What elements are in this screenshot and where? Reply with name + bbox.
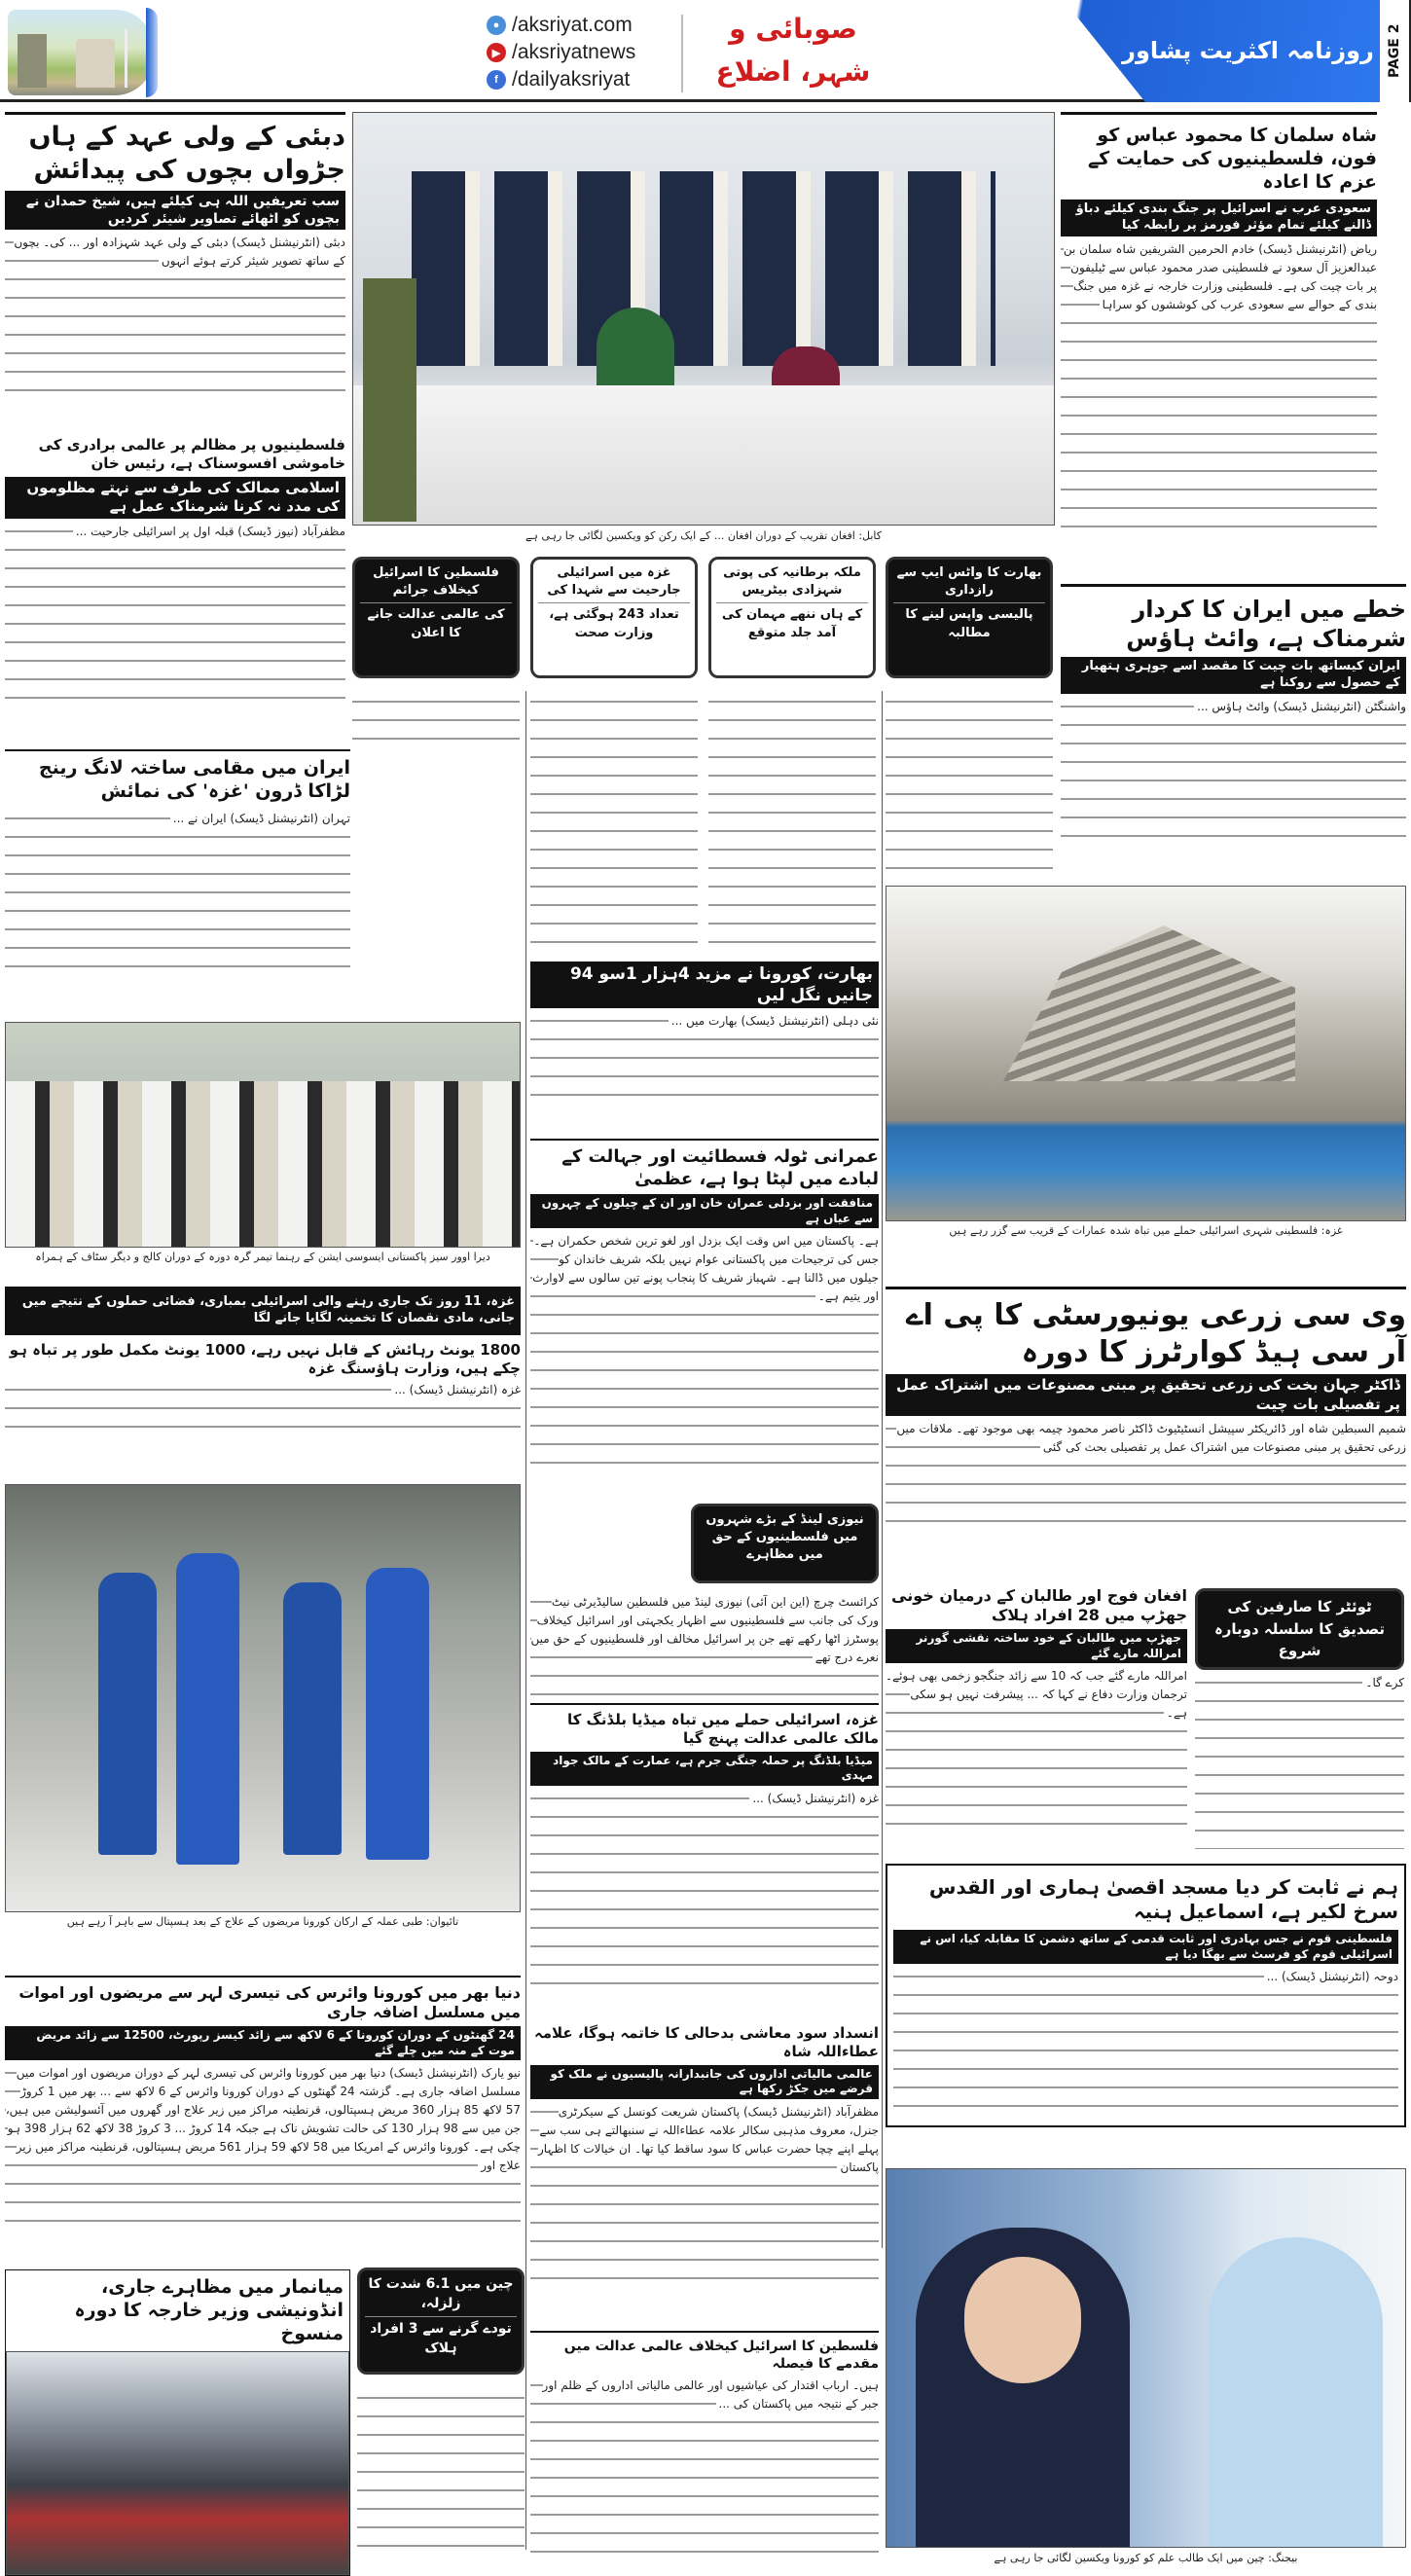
photo-caption: کابل: افغان تقریب کے دوران افغان ... کے ایک رکن کو ویکسین لگائی جا رہی ہے <box>525 529 883 542</box>
headline: شاہ سلمان کا محمود عباس کو فون، فلسطینیوں کی حمایت کے عزم کا اعادہ <box>1088 125 1377 193</box>
page-number-badge: PAGE 2 <box>1380 0 1411 102</box>
article-afghan-clash <box>886 1586 1187 1832</box>
myanmar-protest-photo <box>6 2351 349 2575</box>
article-body: ہیں۔ ارباب اقتدار کی عیاشیوں اور عالمی مالیاتی اداروں کے ظلم اور جبر کے نتیجہ میں پاکستان کی ... <box>530 2376 879 2561</box>
article-body: مظفرآباد (انٹرنیشنل ڈیسک) پاکستان شریعت کونسل کے سیکرٹری جنرل، معروف مذہبی سکالر علامہ عطاءاللہ نے سنبھالتے ہی سب سے پہلے اپنے چچا حضرت عباس کا سود ساقط کیا تھا۔ ان خیالات کا اظہار پاکستان <box>530 2103 879 2288</box>
article-body: دبئی (انٹرنیشنل ڈیسک) دبئی کے ولی عہد شہزادہ اور ... کی۔ بچوں کے ساتھ تصویر شیئر کرتے ہوئے انہوں <box>5 234 345 399</box>
city-skyline-banner-image <box>8 10 154 95</box>
subheadline: 24 گھنٹوں کے دوران کورونا کے 6 لاکھ سے زائد کیسز رپورٹ، 12500 سے زائد مریض موت کے منہ میں چلے گئے <box>5 2026 521 2060</box>
youtube-icon: ▶ <box>487 43 506 62</box>
headline: غزہ، اسرائیلی حملے میں تباہ میڈیا بلڈنگ کا مالک عالمی عدالت پہنچ گیا <box>566 1711 879 1747</box>
article-world-covid <box>5 1976 521 2231</box>
subheadline: ڈاکٹر جہان بخت کی زرعی تحقیق پر مبنی مصنوعات میں اشتراک عمل پر تفصیلی بات چیت <box>886 1374 1406 1416</box>
column-divider <box>525 691 526 2550</box>
article-body: غزہ (انٹرنیشنل ڈیسک) ... <box>530 1790 879 1993</box>
social-link-website[interactable]: ● /aksriyat.com <box>487 14 633 37</box>
headline: انسداد سود معاشی بدحالی کا خاتمہ ہوگا، علامہ عطاءاللہ شاہ <box>533 2024 879 2060</box>
headline: فلسطین کا اسرائیل کیخلاف عالمی عدالت میں مقدمے کا فیصلہ <box>563 2339 879 2372</box>
article-haniyeh <box>886 1864 1406 2127</box>
newspaper-logo: روزنامہ اکثریت پشاور <box>1122 37 1374 64</box>
headline: نیوزی لینڈ کے بڑے شہروں میں فلسطینیوں کے حق میں مظاہرے <box>691 1504 879 1583</box>
subheadline: فلسطینی قوم نے جس بہادری اور ثابت قدمی کے ساتھ دشمن کا مقابلہ کیا، اس نے اسرائیلی قوم کو فرسٹ سے بھگا دیا ہے <box>893 1930 1398 1964</box>
boxed-headline: بھارت کا واٹس ایپ سے رازداری پالیسی واپس لینے کا مطالبہ <box>886 557 1053 678</box>
article-dubai <box>5 112 345 399</box>
subheadline: میڈیا بلڈنگ پر حملہ جنگی جرم ہے، عمارت کے مالک جواد مہدی <box>530 1752 879 1786</box>
headline: خطے میں ایران کا کردار شرمناک ہے، وائٹ ہاؤس <box>1126 596 1406 652</box>
subheadline: منافقت اور بزدلی عمران خان اور ان کے چیلوں کے چہروں سے عیاں ہے <box>530 1194 879 1228</box>
headline: غزہ، 11 روز تک جاری رہنے والی اسرائیلی بمباری، فضائی حملوں کے نتیجے میں جانی، مادی نقصان کا تخمینہ لگایا جانے لگا <box>5 1287 521 1335</box>
article-body <box>886 693 1053 878</box>
article-palestine-icc <box>530 2331 879 2561</box>
student-vaccination-photo <box>886 2168 1406 2548</box>
headline: وی سی زرعی یونیورسٹی کا پی اے آر سی ہیڈ کوارٹرز کا دورہ <box>906 1298 1406 1369</box>
article-saudi-call <box>1061 112 1377 532</box>
article-body: غزہ (انٹرنیشنل ڈیسک) ... <box>5 1381 521 1436</box>
headline: ایران میں مقامی ساختہ لانگ رینج لڑاکا ڈرون 'غزہ' کی نمائش <box>38 757 350 802</box>
subheadline: جھڑپ میں طالبان کے خود ساختہ نقشی گورنر امراللہ مارے گئے <box>886 1629 1187 1663</box>
article-imrani-tola <box>530 1139 879 1466</box>
subheadline: سعودی عرب نے اسرائیل پر جنگ بندی کیلئے دباؤ ڈالنے کیلئے تمام مؤثر فورمز پر رابطہ کیا <box>1061 200 1377 236</box>
headline: بھارت، کورونا نے مزید 4ہزار 1سو 94 جانیں نگل لیں <box>530 961 879 1008</box>
photo-caption: تائیوان: طبی عملہ کے ارکان کورونا مریضوں کے علاج کے بعد ہسپتال سے باہر آ رہے ہیں <box>66 1915 459 1928</box>
article-china-quake: چین میں 6.1 شدت کا زلزلہ، تودے گرنے سے 3 افراد ہلاک <box>357 2268 525 2375</box>
article-anti-usury <box>530 2024 879 2288</box>
social-link-youtube[interactable]: ▶ /aksriyatnews <box>487 41 635 64</box>
article-body <box>357 2389 525 2550</box>
article-body: نیو یارک (انٹرنیشنل ڈیسک) دنیا بھر میں کورونا وائرس کی تیسری لہر کے دوران مریضوں اور اموات میں مسلسل اضافہ جاری ہے۔ گزشتہ 24 گھنٹوں کے دوران کورونا وائرس کے 6 لاکھ سے ... بھر میں 1 کروڑ 57 لاکھ 85 ہزار 360 مریض ہسپتالوں، قرنطینہ مراکز میں زیر علاج اور گھروں میں آئسولیشن میں ہیں، جن میں سے 98 ہزار 130 کی حالت تشویش ناک ہے جبکہ 14 کروڑ ... 3 کروڑ 38 لاکھ 62 ہزار 398 ہو چکی ہے۔ کورونا وائرس کے امریکا میں 58 لاکھ 59 ہزار 561 مریض ہسپتالوں، قرنطینہ مراکز میں زیر علاج اور <box>5 2064 521 2231</box>
headline: میانمار میں مظاہرے جاری، انڈونیشی وزیر خارجہ کا دورہ منسوخ <box>74 2276 344 2344</box>
article-gaza-damage <box>5 1287 521 1436</box>
article-body: ہے۔ پاکستان میں اس وقت ایک بزدل اور لغو ترین شخص حکمران ہے۔ جس کی ترجیحات میں پاکستانی عوام نہیں بلکہ شریف خاندان کو جیلوں میں ڈالنا ہے۔ شہباز شریف کا پنجاب پونے تین سالوں سے لاوارث اور یتیم ہے۔ <box>530 1232 879 1466</box>
article-new-zealand-protests <box>530 1504 879 1696</box>
destroyed-building-photo <box>886 886 1406 1221</box>
article-media-building <box>530 1703 879 1993</box>
article-body <box>352 693 520 742</box>
facebook-icon: f <box>487 70 506 90</box>
subheadline: سب تعریفیں اللہ ہی کیلئے ہیں، شیخ حمدان نے بچوں کو اٹھائے تصاویر شیئر کردیں <box>5 191 345 230</box>
article-islamic-countries <box>5 436 345 707</box>
headline: دنیا بھر میں کورونا وائرس کی تیسری لہر سے مریضوں اور اموات میں مسلسل اضافہ جاری <box>18 1983 521 2021</box>
photo-caption: دیرا اوور سیز پاکستانی ایسوسی ایشن کے رہنما تیمر گرہ دورہ کے دوران کالج و دیگر سٹاف کے ہمراہ <box>35 1251 490 1263</box>
article-body: کرائسٹ چرچ (این این آئی) نیوزی لینڈ میں فلسطین سالیڈیرٹی نیٹ ورک کی جانب سے فلسطینیوں سے اظہار یکجہتی اور اسرائیل کیخلاف پوسٹرز اٹھا رکھے تھے جن پر اسرائیل مخالف اور فلسطینیوں کے حق میں نعرے درج تھے <box>530 1593 879 1696</box>
article-body: شمیم السبطین شاہ اور ڈائریکٹر سپیشل انسٹیٹیوٹ ڈاکٹر ناصر محمود چیمہ بھی موجود تھے۔ ملاقات میں زرعی تحقیق پر مبنی مصنوعات میں اشتراک عمل پر تفصیلی بحث کی گئی <box>886 1420 1406 1531</box>
article-iran-drone <box>5 749 350 975</box>
group-photo <box>5 1022 521 1248</box>
article-vc-agri-university <box>886 1287 1406 1531</box>
boxed-headline: فلسطین کا اسرائیل کیخلاف جرائم کی عالمی عدالت جانے کا اعلان <box>352 557 520 678</box>
headline: اسلامی ممالک کی طرف سے نہتے مظلوموں کی مدد نہ کرنا شرمناک عمل ہے <box>5 477 345 519</box>
divider <box>681 15 683 92</box>
headline: ہم نے ثابت کر دیا مسجد اقصیٰ ہماری اور القدس سرخ لکیر ہے، اسماعیل ہنیہ <box>928 1875 1398 1923</box>
boxed-headline: ملکہ برطانیہ کی پوتی شہزادی بیٹریس کے ہاں ننھے مہمان کی آمد جلد متوقع <box>708 557 876 678</box>
vaccination-ceremony-photo <box>352 112 1055 526</box>
column-divider <box>882 691 883 2248</box>
headline: دبئی کے ولی عہد کے ہاں جڑواں بچوں کی پیدائش <box>28 122 345 185</box>
subheadline: عالمی مالیاتی اداروں کی جانبدارانہ پالیسیوں نے ملک کو قرضے میں جکڑ رکھا ہے <box>530 2065 879 2099</box>
article-body: تہران (انٹرنیشنل ڈیسک) ایران نے ... <box>5 810 350 975</box>
article-body: امراللہ مارے گئے جب کہ 10 سے زائد جنگجو زخمی بھی ہوئے۔ ترجمان وزارت دفاع نے کہا کہ ... پیشرفت نہیں ہو سکی ہے۔ <box>886 1667 1187 1832</box>
globe-icon: ● <box>487 16 506 35</box>
photo-caption: غزہ: فلسطینی شہری اسرائیلی حملے میں تباہ شدہ عمارات کے قریب سے گزر رہے ہیں <box>949 1224 1343 1237</box>
article-body <box>530 693 698 951</box>
article-body: مظفرآباد (نیوز ڈیسک) قبلہ اول پر اسرائیلی جارحیت ... <box>5 523 345 707</box>
article-body: دوحہ (انٹرنیشنل ڈیسک) ... <box>893 1968 1398 2116</box>
banner-curve <box>146 8 158 97</box>
subheadline: ایران کیساتھ بات چیت کا مقصد اسے جوہری ہتھیار کے حصول سے روکنا ہے <box>1061 657 1406 694</box>
section-title: صوبائی و شہر، اضلاع <box>715 13 871 88</box>
photo-caption: بیجنگ: چین میں ایک طالب علم کو کورونا ویکسین لگائی جا رہی ہے <box>994 2552 1298 2564</box>
subheadline: 1800 یونٹ رہائش کے قابل نہیں رہے، 1000 یونٹ مکمل طور پر تباہ ہو چکے ہیں، وزارت ہاؤسنگ غزہ <box>9 1340 521 1377</box>
headline: افغان فوج اور طالبان کے درمیان خونی جھڑپ میں 28 افراد ہلاک <box>891 1586 1187 1624</box>
article-twitter-headline: ٹوئٹر کا صارفین کی تصدیق کا سلسلہ دوبارہ شروع <box>1195 1588 1404 1670</box>
headline: عمرانی ٹولہ فسطائیت اور جہالت کے لبادے میں لپٹا ہوا ہے، عظمیٰ <box>561 1146 879 1189</box>
article-body: نئی دہلی (انٹرنیشنل ڈیسک) بھارت میں ... <box>530 1012 879 1109</box>
article-white-house <box>1061 584 1406 844</box>
kicker: فلسطینیوں پر مظالم پر عالمی برادری کی خاموشی افسوسناک ہے، رئیس خان <box>38 436 345 472</box>
article-body <box>708 693 876 951</box>
article-india-covid <box>530 961 879 1109</box>
article-body: واشنگٹن (انٹرنیشنل ڈیسک) وائٹ ہاؤس ... <box>1061 698 1406 844</box>
masthead <box>0 0 1411 102</box>
article-body: ریاض (انٹرنیشنل ڈیسک) خادم الحرمین الشریفین شاہ سلمان بن عبدالعزیز آل سعود نے فلسطینی صدر محمود عباس سے ٹیلیفون پر بات چیت کی ہے۔ فلسطینی وزارت خارجہ نے غزہ میں جنگ بندی کے حوالے سے سعودی عرب کی کوششوں کو سراہا <box>1061 240 1377 532</box>
social-link-facebook[interactable]: f /dailyaksriyat <box>487 68 630 91</box>
article-myanmar <box>5 2269 350 2576</box>
article-body: کرے گا۔ <box>1195 1674 1404 1849</box>
boxed-headline: غزہ میں اسرائیلی جارحیت سے شہدا کی تعداد 243 ہوگئی ہے، وزارت صحت <box>530 557 698 678</box>
medical-staff-photo <box>5 1484 521 1912</box>
